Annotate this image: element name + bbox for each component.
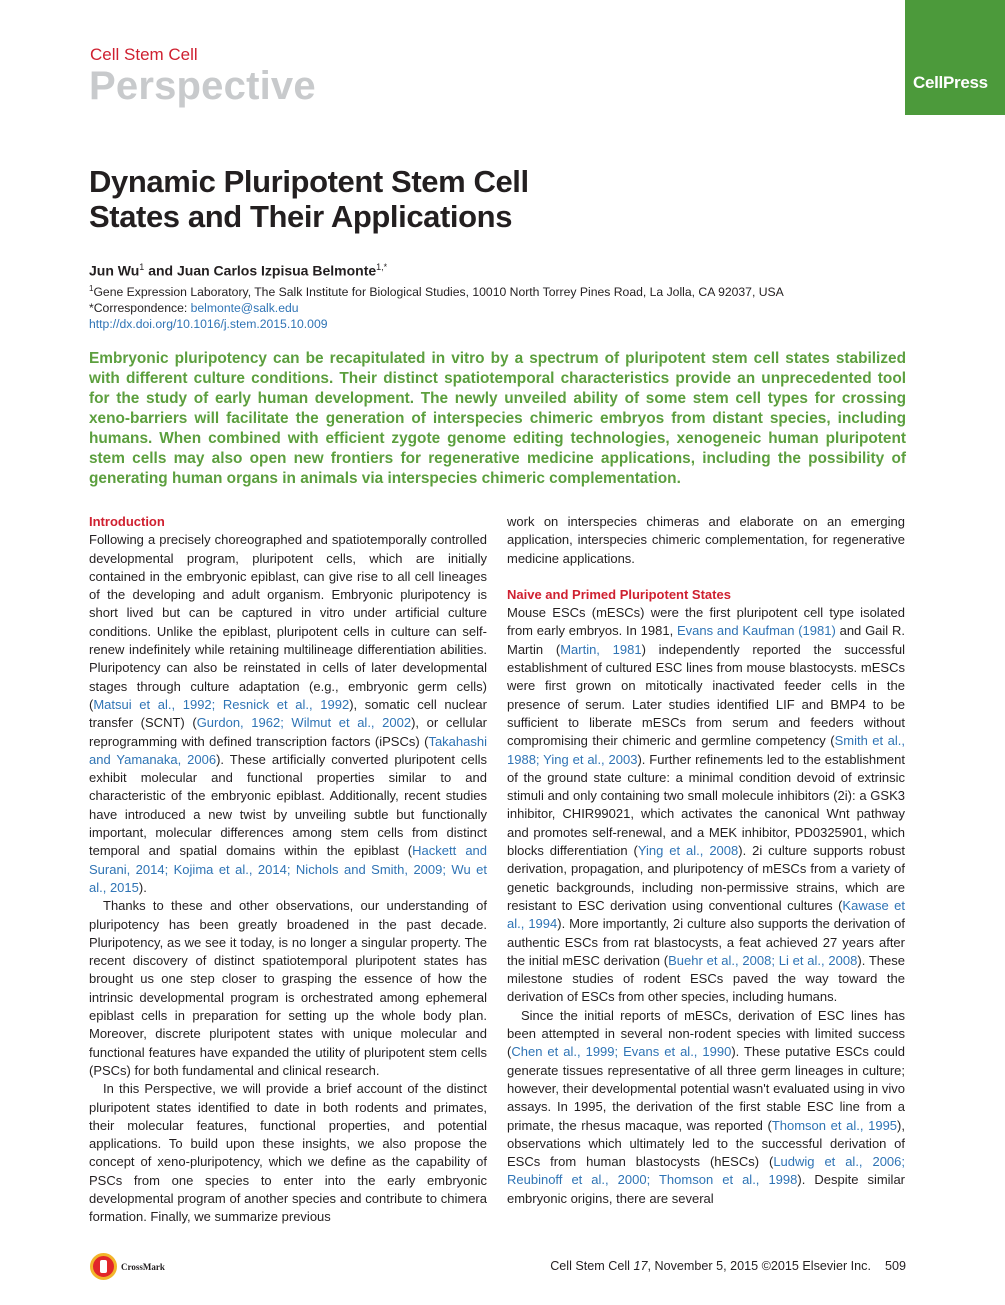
body-text: and Gail R. Martin ( bbox=[507, 623, 905, 657]
crossmark-badge[interactable] bbox=[90, 1253, 165, 1280]
correspondence-label: *Correspondence: bbox=[89, 301, 191, 316]
body-text: ). These milestone studies of rodent ESCs paved the way toward the derivation of ESCs from other species, including humans. bbox=[507, 952, 905, 1005]
section-type: Perspective bbox=[89, 64, 316, 108]
author-list bbox=[89, 262, 387, 279]
footer-volume: 17 bbox=[633, 1259, 648, 1273]
naive-primed-paragraph-2 bbox=[507, 1007, 905, 1208]
body-text: ), somatic cell nuclear transfer (SCNT) ( bbox=[89, 696, 487, 731]
author-2-affiliation-mark: 1,* bbox=[376, 262, 388, 272]
citation-link[interactable]: Matsui et al., 1992; Resnick et al., 1992 bbox=[93, 696, 350, 712]
publisher-brand-block bbox=[905, 0, 1005, 115]
body-text: ). More importantly, 2i culture also supports the derivation of authentic ESCs from rat blastocysts, a feat achieved 27 years after the initial mESC derivation ( bbox=[507, 916, 906, 968]
author-2: Juan Carlos Izpisua Belmonte bbox=[176, 262, 377, 279]
title-line-2: States and Their Applications bbox=[89, 199, 513, 234]
introduction-paragraph-2: Thanks to these and other observations, our understanding of pluripotency has been greatly broadened in the past decade. Pluripotency, as we see it today, is no longer a singular property. The recent discovery of distinct spatiotemporal pluripotent states has brought us one step closer to grasping the essence of how the intrinsic developmental program is orchestrated among ephemeral epiblast cells in preparation for setting up the whole body plan. Moreover, discrete pluripotent states with unique molecular and functional features have expanded the utility of pluripotent stem cells (PSCs) for both fundamental and clinical research. bbox=[89, 898, 487, 1078]
article-title bbox=[89, 164, 689, 234]
body-text: ) independently reported the successful establishment of cultured ESC lines from mouse blastocysts. mESCs were first grown on mitotically inactivated feeder cells in the presence of serum. Later studies identified LIF and BMP4 to be sufficient to liberate mESCs from serum and feeders without compromising their chimeric and germline competency ( bbox=[507, 641, 905, 749]
title-line-1: Dynamic Pluripotent Stem Cell bbox=[89, 164, 529, 199]
citation-link[interactable]: Takahashi and Yamanaka, 2006 bbox=[89, 733, 487, 767]
citation-link[interactable]: Gurdon, 1962; Wilmut et al., 2002 bbox=[196, 715, 412, 731]
affiliation-mark: 1 bbox=[89, 284, 94, 293]
body-text: ). bbox=[138, 879, 147, 895]
correspondence-email-link[interactable]: belmonte@salk.edu bbox=[190, 301, 299, 316]
crossmark-label: CrossMark bbox=[121, 1261, 165, 1272]
introduction-paragraph-3: In this Perspective, we will provide a brief account of the distinct pluripotent states identified to date in both rodents and primates, their molecular features, functional properties, and potential applications. To build upon these insights, we also propose the concept of xeno-pluripotency, which we define as the capability of PSCs from one species to enter into the early embryonic developmental program of another species and contribute to chimera formation. Finally, we summarize previous bbox=[89, 1081, 487, 1225]
crossmark-icon bbox=[90, 1253, 117, 1280]
author-1-affiliation-mark: 1 bbox=[139, 262, 145, 272]
body-text: Following a precisely choreographed and spatiotemporally controlled developmental program, pluripotent cells, which are initially contained in the embryonic epiblast, can give rise to all cell lineages of the developing and adult organism. Embryonic pluripotency is short lived but can be captured in vitro under artificial culture conditions. Unlike the epiblast, pluripotent cells in culture can self-renew indefinitely while retaining multilineage differentiation abilities. Pluripotency can also be reinstated in cells of later developmental stages through culture adaptation (e.g., embryonic germ cells) ( bbox=[89, 532, 487, 712]
page-footer bbox=[550, 1259, 906, 1273]
left-column bbox=[89, 513, 487, 1227]
journal-name: Cell Stem Cell bbox=[90, 45, 198, 64]
citation-link[interactable]: Martin, 1981 bbox=[560, 641, 642, 657]
citation-link[interactable]: Buehr et al., 2008; Li et al., 2008 bbox=[668, 952, 858, 968]
author-1: Jun Wu bbox=[89, 262, 140, 279]
correspondence bbox=[89, 300, 919, 316]
body-text: ). Further refinements led to the establishment of the ground state culture: a minimal condition devoid of extrinsic stimuli and only containing two small molecule inhibitors (2i): a GSK3 inhibitor, CHIR99021, which activates the canonical Wnt pathway and promotes self-renewal, and a MEK inhibitor, PD0325901, which blocks differentiation ( bbox=[507, 751, 905, 859]
body-text: Mouse ESCs (mESCs) were the first pluripotent cell type isolated from early embryos. In 1981, bbox=[507, 605, 905, 639]
author-conjunction: and bbox=[144, 262, 177, 279]
right-column bbox=[507, 513, 905, 1208]
footer-journal: Cell Stem Cell bbox=[550, 1259, 634, 1273]
affiliation-block bbox=[89, 281, 919, 332]
introduction-paragraph-1 bbox=[89, 531, 487, 897]
continued-paragraph: work on interspecies chimeras and elaborate on an emerging application, interspecies chimeric complementation, for regenerative medicine applications. bbox=[507, 514, 905, 566]
body-text: ), observations which ultimately led to the successful derivation of ESCs from human blastocysts (hESCs) ( bbox=[507, 1117, 905, 1170]
body-text: ). 2i culture supports robust derivation, propagation, and pluripotency of mESCs from a variety of genetic backgrounds, including non-permissive strains, which are resistant to ESC derivation using conventional cultures ( bbox=[507, 843, 905, 913]
citation-link[interactable]: Chen et al., 1999; Evans et al., 1990 bbox=[511, 1044, 732, 1060]
citation-link[interactable]: Hackett and Surani, 2014; Kojima et al., 2014; Nichols and Smith, 2009; Wu et al., 2015 bbox=[89, 843, 488, 895]
affiliation bbox=[89, 281, 919, 300]
naive-primed-paragraph-1 bbox=[507, 604, 905, 1007]
citation-link[interactable]: Evans and Kaufman (1981) bbox=[676, 623, 836, 639]
page-number: 509 bbox=[884, 1259, 906, 1273]
body-text: ). These artificially converted pluripotent cells exhibit molecular and functional properties similar to and characteristic of the embryonic epiblast. Additionally, recent studies have introduced a new twist by unveiling subtle but functionally important, molecular differences among stem cells from distinct temporal and spatial domains within the epiblast ( bbox=[89, 751, 487, 859]
doi-link[interactable]: http://dx.doi.org/10.1016/j.stem.2015.10.009 bbox=[89, 317, 328, 332]
publisher-logo: CellPress bbox=[913, 73, 988, 92]
citation-link[interactable]: Smith et al., 1988; Ying et al., 2003 bbox=[507, 733, 905, 767]
citation-link[interactable]: Kawase et al., 1994 bbox=[507, 897, 906, 932]
abstract: Embryonic pluripotency can be recapitulated in vitro by a spectrum of pluripotent stem cell states stabilized with different culture conditions. Their distinct spatiotemporal characteristics provide an unprecedented tool for the study of early human development. The newly unveiled ability of some stem cell types for crossing xeno-barriers will facilitate the generation of interspecies chimeric embryos from distant species, including humans. When combined with efficient zygote genome editing technologies, xenogeneic human pluripotent stem cells may also open new frontiers for regenerative medicine applications, including the possibility of generating human organs in animals via interspecies chimeric complementation. bbox=[89, 350, 906, 487]
body-text: ). These putative ESCs could generate tissues representative of all three germ lineages in culture; however, their developmental potential wasn't evaluated using in vivo assays. In 1995, the derivation of the first stable ESC line from a primate, the rhesus macaque, was reported ( bbox=[507, 1044, 906, 1133]
footer-date-copyright: , November 5, 2015 ©2015 Elsevier Inc. bbox=[647, 1259, 871, 1273]
affiliation-text: Gene Expression Laboratory, The Salk Institute for Biological Studies, 10010 North Torrey Pines Road, La Jolla, CA 92037, USA bbox=[93, 285, 784, 300]
citation-link[interactable]: Thomson et al., 1995 bbox=[771, 1117, 898, 1133]
body-text: ), or cellular reprogramming with defined transcription factors (iPSCs) ( bbox=[89, 715, 488, 749]
citation-link[interactable]: Ying et al., 2008 bbox=[637, 843, 739, 859]
naive-primed-heading: Naive and Primed Pluripotent States bbox=[507, 586, 731, 602]
citation-link[interactable]: Ludwig et al., 2006; Reubinoff et al., 2000; Thomson et al., 1998 bbox=[507, 1154, 905, 1188]
body-text: ). Despite similar embryonic origins, there are several bbox=[507, 1172, 905, 1206]
body-text: Since the initial reports of mESCs, derivation of ESC lines has been attempted in several non-rodent species with limited success ( bbox=[507, 1007, 905, 1060]
introduction-heading: Introduction bbox=[89, 514, 165, 529]
